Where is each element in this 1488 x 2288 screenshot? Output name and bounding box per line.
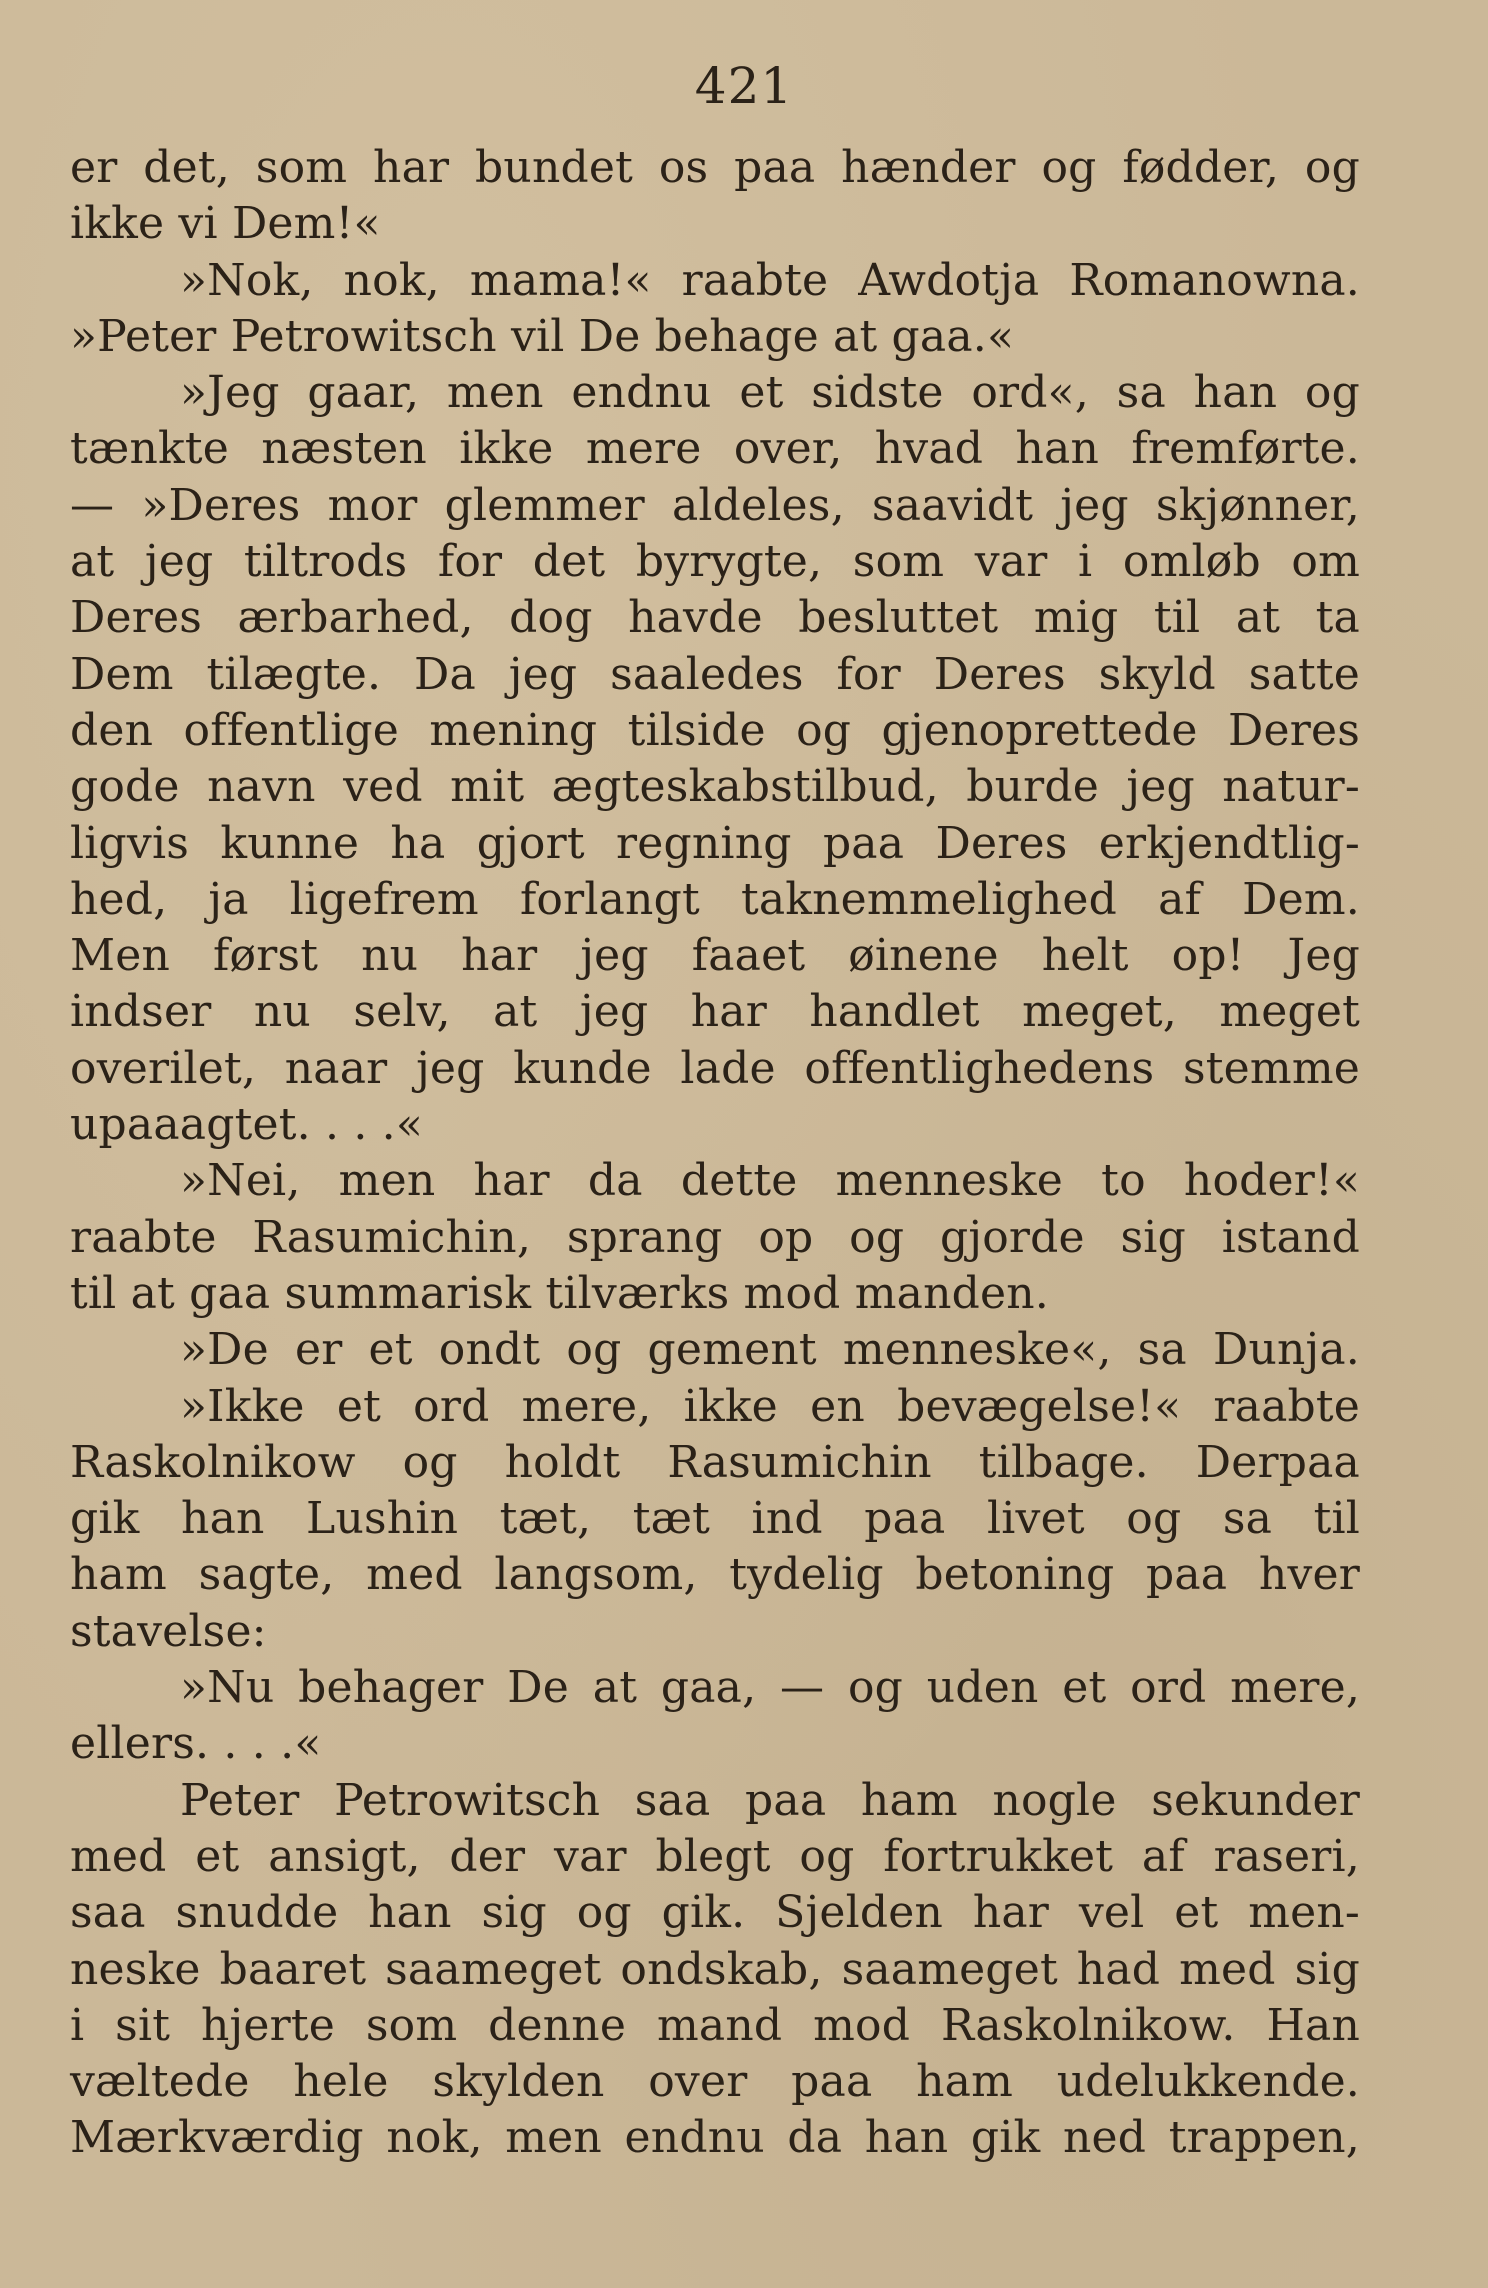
text-line: Dem tilægte. Da jeg saaledes for Deres skyld satte — [70, 648, 1360, 700]
text-line: »Jeg gaar, men endnu et sidste ord«, sa han og — [180, 367, 1360, 419]
text-line: gode navn ved mit ægteskabstilbud, burde jeg natur- — [70, 761, 1360, 813]
text-line: til at gaa summarisk tilværks mod manden. — [70, 1267, 1049, 1319]
text-line: »Peter Petrowitsch vil De behage at gaa.« — [70, 310, 1015, 362]
text-line: »De er et ondt og gement menneske«, sa Dunja. — [180, 1324, 1360, 1376]
text-line: stavelse: — [70, 1605, 267, 1657]
text-line: ligvis kunne ha gjort regning paa Deres erkjendtlig- — [70, 817, 1360, 869]
text-line: Mærkværdig nok, men endnu da han gik ned trappen, — [70, 2112, 1360, 2164]
text-line: hed, ja ligefrem forlangt taknemmelighed af Dem. — [70, 873, 1360, 925]
text-line: med et ansigt, der var blegt og fortrukket af raseri, — [70, 1830, 1360, 1882]
text-line: Raskolnikow og holdt Rasumichin tilbage. Derpaa — [70, 1436, 1360, 1488]
text-line: »Nok, nok, mama!« raabte Awdotja Romanowna. — [180, 254, 1360, 306]
text-line: væltede hele skylden over paa ham udelukkende. — [70, 2056, 1360, 2108]
text-line: »Ikke et ord mere, ikke en bevægelse!« raabte — [180, 1380, 1360, 1432]
text-line: »Nu behager De at gaa, — og uden et ord mere, — [180, 1662, 1360, 1714]
text-line: ellers. . . .« — [70, 1718, 322, 1770]
text-line: gik han Lushin tæt, tæt ind paa livet og sa til — [70, 1493, 1360, 1545]
text-line: den offentlige mening tilside og gjenoprettede Deres — [70, 704, 1360, 756]
text-line: indser nu selv, at jeg har handlet meget, meget — [70, 986, 1360, 1038]
text-line: er det, som har bundet os paa hænder og fødder, og — [70, 142, 1360, 193]
text-line: raabte Rasumichin, sprang op og gjorde sig istand — [70, 1211, 1360, 1263]
body-text — [70, 140, 1360, 2167]
text-line: overilet, naar jeg kunde lade offentlighedens stemme — [70, 1042, 1360, 1094]
text-line: saa snudde han sig og gik. Sjelden har vel et men- — [70, 1887, 1360, 1939]
text-line: at jeg tiltrods for det byrygte, som var i omløb om — [70, 536, 1360, 588]
text-line: neske baaret saameget ondskab, saameget had med sig — [70, 1943, 1360, 1995]
text-line: ikke vi Dem!« — [70, 198, 381, 250]
text-line: tænkte næsten ikke mere over, hvad han fremførte. — [70, 423, 1360, 475]
text-line: upaaagtet. . . .« — [70, 1099, 423, 1151]
text-line: Men først nu har jeg faaet øinene helt op! Jeg — [70, 930, 1360, 982]
text-line: — »Deres mor glemmer aldeles, saavidt jeg skjønner, — [70, 479, 1360, 531]
text-line: »Nei, men har da dette menneske to hoder!« — [180, 1155, 1360, 1207]
text-line: Peter Petrowitsch saa paa ham nogle sekunder — [180, 1774, 1360, 1826]
text-line: Deres ærbarhed, dog havde besluttet mig til at ta — [70, 592, 1360, 644]
text-line: i sit hjerte som denne mand mod Raskolnikow. Han — [70, 1999, 1360, 2051]
text-line: ham sagte, med langsom, tydelig betoning paa hver — [70, 1549, 1360, 1601]
page-number: 421 — [694, 57, 794, 115]
